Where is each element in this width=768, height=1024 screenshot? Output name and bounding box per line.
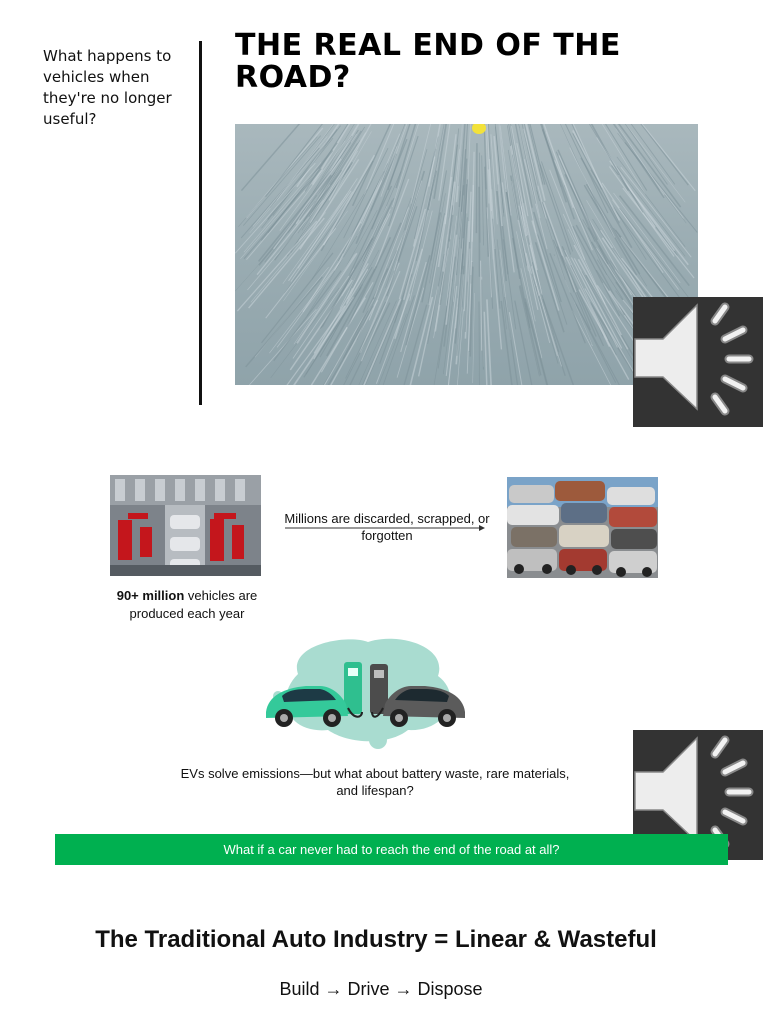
- factory-photo: [110, 475, 261, 576]
- process-flow: Build → Drive → Dispose: [279, 979, 483, 999]
- audio-button-1[interactable]: [633, 297, 763, 427]
- arrow-icon: [285, 525, 485, 531]
- question-banner: What if a car never had to reach the end of the road at all?: [55, 834, 728, 865]
- speaker-icon: [633, 297, 763, 427]
- vertical-divider: [199, 41, 202, 405]
- production-caption: [108, 587, 266, 623]
- side-question: What happens to vehicles when they're no longer useful?: [43, 47, 172, 128]
- road-photo: [235, 124, 698, 385]
- section-heading: The Traditional Auto Industry = Linear & Wasteful: [95, 926, 657, 953]
- ev-illustration: [258, 634, 473, 756]
- junkyard-photo: [507, 477, 658, 578]
- page-title: THE REAL END OF THE ROAD?: [235, 28, 621, 95]
- production-rest: vehicles are produced each year: [129, 588, 258, 621]
- production-highlight: 90+ million: [116, 588, 185, 603]
- discard-caption: Millions are discarded, scrapped, or forgotten: [284, 511, 490, 543]
- ev-caption: EVs solve emissions—but what about battery waste, rare materials, and lifespan?: [180, 766, 570, 798]
